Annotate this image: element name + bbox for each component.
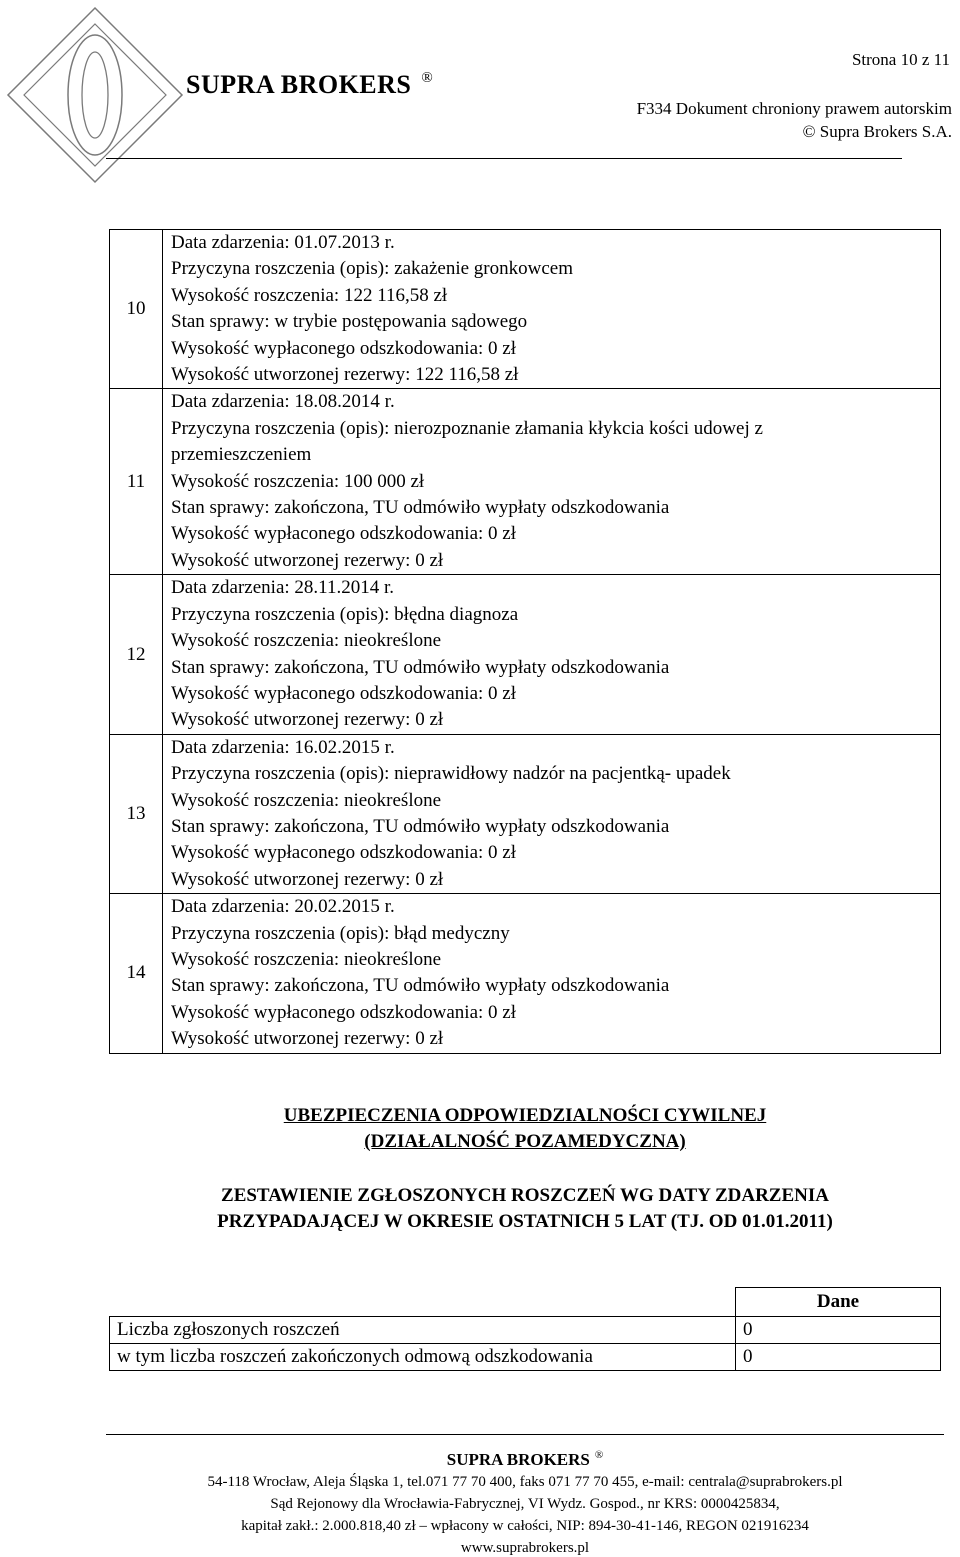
claim-row <box>110 734 941 893</box>
summary-header: Dane <box>736 1288 941 1317</box>
claim-detail-line: Wysokość roszczenia: 100 000 zł <box>171 470 425 492</box>
section-title-line-2: (DZIAŁALNOŚĆ POZAMEDYCZNA) <box>364 1131 686 1152</box>
summary-table <box>109 1287 941 1371</box>
claim-number: 12 <box>110 575 163 734</box>
claim-detail-line: Stan sprawy: zakończona, TU odmówiło wypłaty odszkodowania <box>171 497 670 519</box>
claim-detail-line: Wysokość utworzonej rezerwy: 0 zł <box>171 868 444 890</box>
brand-text: SUPRA BROKERS <box>186 70 412 99</box>
summary-row-label: Liczba zgłoszonych roszczeń <box>110 1317 736 1344</box>
footer-capital-info: kapitał zakł.: 2.000.818,40 zł – wpłacony w całości, NIP: 894-30-41-146, REGON 021916234 <box>241 1518 809 1534</box>
claim-detail-line: Wysokość wypłaconego odszkodowania: 0 zł <box>171 1001 516 1023</box>
section-subtitle-line-2: PRZYPADAJĄCEJ W OKRESIE OSTATNICH 5 LAT (TJ. OD 01.01.2011) <box>217 1211 833 1232</box>
claim-detail-line: Przyczyna roszczenia (opis): błędna diagnoza <box>171 603 519 625</box>
claim-detail-line: Wysokość utworzonej rezerwy: 122 116,58 zł <box>171 364 519 386</box>
summary-header-blank <box>110 1288 736 1317</box>
claim-detail-line: Przyczyna roszczenia (opis): nierozpoznanie złamania kłykcia kości udowej z <box>171 417 763 439</box>
claim-detail-line: Data zdarzenia: 16.02.2015 r. <box>171 736 395 758</box>
footer-website: www.suprabrokers.pl <box>460 1540 590 1556</box>
copyright-notice: © Supra Brokers S.A. <box>802 122 952 141</box>
claim-detail-line: Wysokość utworzonej rezerwy: 0 zł <box>171 549 444 571</box>
claim-detail-line: Data zdarzenia: 01.07.2013 r. <box>171 232 395 253</box>
summary-row-label: w tym liczba roszczeń zakończonych odmową odszkodowania <box>110 1344 736 1371</box>
section-title <box>0 1103 960 1155</box>
claim-detail-line: Wysokość wypłaconego odszkodowania: 0 zł <box>171 842 516 864</box>
claim-detail-line: Data zdarzenia: 18.08.2014 r. <box>171 391 395 413</box>
claim-details <box>163 734 941 893</box>
claim-detail-line: Wysokość roszczenia: nieokreślone <box>171 948 442 970</box>
footer-court-info: Sąd Rejonowy dla Wrocławia-Fabrycznej, VI Wydz. Gospod., nr KRS: 0000425834, <box>270 1496 780 1512</box>
claim-detail-line: Stan sprawy: zakończona, TU odmówiło wypłaty odszkodowania <box>171 815 670 837</box>
claim-detail-line: Wysokość roszczenia: nieokreślone <box>171 789 442 811</box>
claim-details <box>163 575 941 734</box>
summary-row-value: 0 <box>736 1317 941 1344</box>
claim-detail-line: Stan sprawy: w trybie postępowania sądowego <box>171 311 528 333</box>
footer-registered-mark: ® <box>594 1449 604 1461</box>
claim-details <box>163 389 941 575</box>
claim-detail-line: Wysokość wypłaconego odszkodowania: 0 zł <box>171 682 516 704</box>
claim-detail-line: Wysokość wypłaconego odszkodowania: 0 zł <box>171 337 516 359</box>
section-subtitle <box>0 1183 960 1235</box>
claim-number: 14 <box>110 894 163 1053</box>
claim-row <box>110 230 941 389</box>
summary-row <box>110 1317 941 1344</box>
claim-row <box>110 575 941 734</box>
registered-mark: ® <box>421 70 434 86</box>
claim-row <box>110 894 941 1053</box>
claim-detail-line: Wysokość roszczenia: nieokreślone <box>171 630 442 652</box>
brand-name <box>186 70 433 100</box>
claim-detail-line: Wysokość wypłaconego odszkodowania: 0 zł <box>171 523 516 545</box>
claim-number: 11 <box>110 389 163 575</box>
section-title-line-1: UBEZPIECZENIA ODPOWIEDZIALNOŚCI CYWILNEJ <box>283 1105 767 1126</box>
claim-details <box>163 230 941 389</box>
claim-row <box>110 389 941 575</box>
claims-table <box>109 229 941 1054</box>
company-logo <box>0 0 190 190</box>
summary-row-value: 0 <box>736 1344 941 1371</box>
claim-detail-line: Data zdarzenia: 28.11.2014 r. <box>171 577 394 599</box>
claim-number: 13 <box>110 734 163 893</box>
summary-header-row <box>110 1288 941 1317</box>
claim-detail-line: Stan sprawy: zakończona, TU odmówiło wypłaty odszkodowania <box>171 975 670 997</box>
claim-detail-line: Stan sprawy: zakończona, TU odmówiło wypłaty odszkodowania <box>171 656 670 678</box>
page-number: Strona 10 z 11 <box>851 50 950 69</box>
claim-detail-line: przemieszczeniem <box>171 444 312 466</box>
claim-number: 10 <box>110 230 163 389</box>
claim-detail-line: Przyczyna roszczenia (opis): nieprawidłowy nadzór na pacjentką- upadek <box>171 763 731 785</box>
footer-brand <box>0 1449 960 1470</box>
section-subtitle-line-1: ZESTAWIENIE ZGŁOSZONYCH ROSZCZEŃ WG DATY ZDARZENIA <box>221 1185 829 1206</box>
header-divider <box>106 158 902 159</box>
claim-detail-line: Wysokość roszczenia: 122 116,58 zł <box>171 284 448 306</box>
claim-detail-line: Wysokość utworzonej rezerwy: 0 zł <box>171 709 444 731</box>
summary-row <box>110 1344 941 1371</box>
document-label: F334 Dokument chroniony prawem autorskim <box>636 99 952 118</box>
footer-address: 54-118 Wrocław, Aleja Śląska 1, tel.071 77 70 400, faks 071 77 70 455, e-mail: centrala@suprabrokers.pl <box>207 1474 843 1490</box>
footer-brand-text: SUPRA BROKERS <box>446 1450 590 1469</box>
claim-details <box>163 894 941 1053</box>
claim-detail-line: Wysokość utworzonej rezerwy: 0 zł <box>171 1028 444 1050</box>
claim-detail-line: Przyczyna roszczenia (opis): zakażenie gronkowcem <box>171 258 573 280</box>
claim-detail-line: Data zdarzenia: 20.02.2015 r. <box>171 896 395 918</box>
claim-detail-line: Przyczyna roszczenia (opis): błąd medyczny <box>171 922 510 944</box>
footer-divider <box>106 1434 944 1435</box>
